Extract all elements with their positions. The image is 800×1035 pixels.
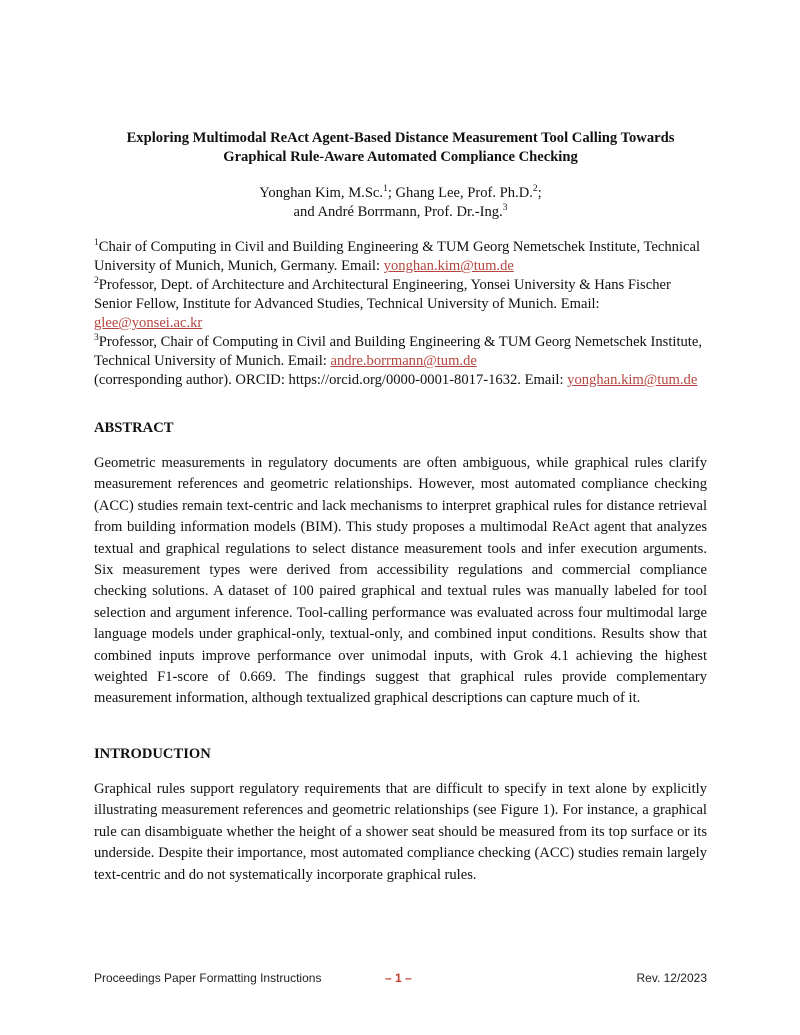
author-2-sup: 2 <box>532 184 538 195</box>
email-link-borrmann[interactable]: andre.borrmann@tum.de <box>330 353 477 369</box>
author-2-tail: ; <box>537 185 542 201</box>
abstract-heading: ABSTRACT <box>94 420 174 436</box>
author-3: and André Borrmann, Prof. Dr.-Ing. <box>293 204 503 220</box>
introduction-text: Graphical rules support regulatory requirements that are difficult to specify in text alone by explicitly illustrating measurement references and geometric relationships (see Figure 1). For instance, a graphical rule can disambiguate whether the height of a shower seat should be measured from its top surface or its underside. Despite their importance, most automated compliance checking (ACC) studies remain largely text-centric and do not systematically incorporate graphical rules. <box>94 781 707 883</box>
affiliation-3-text-2: (corresponding author). ORCID: https://orcid.org/0000-0001-8017-1632. Email: <box>94 372 568 388</box>
affiliation-1-sup: 1 <box>94 238 99 249</box>
introduction-heading: INTRODUCTION <box>94 746 211 762</box>
author-line-1 <box>94 184 707 203</box>
affiliation-1-text: Chair of Computing in Civil and Building Engineering & TUM Georg Nemetschek Institute, Technical University of Munich, Munich, Germany. Email: <box>94 239 701 274</box>
author-1-sup: 1 <box>383 184 388 195</box>
affiliation-1 <box>94 238 707 276</box>
affiliations <box>94 238 707 390</box>
paper-title <box>94 129 707 167</box>
page-number: – 1 – <box>385 971 412 985</box>
author-3-sup: 3 <box>502 203 508 214</box>
email-link-kim-2[interactable]: yonghan.kim@tum.de <box>567 372 698 388</box>
title-line-1: Exploring Multimodal ReAct Agent-Based Distance Measurement Tool Calling Towards <box>126 130 675 146</box>
affiliation-3 <box>94 333 707 390</box>
email-link-lee[interactable]: glee@yonsei.ac.kr <box>94 315 203 331</box>
author-1: Yonghan Kim, M.Sc. <box>259 185 384 201</box>
abstract-text: Geometric measurements in regulatory documents are often ambiguous, while graphical rules clarify measurement references and geometric relationships. However, most automated compliance checking (ACC) studies remain text-centric and lack mechanisms to interpret graphical rules for distance retrieval from building information models (BIM). This study proposes a multimodal ReAct agent that analyzes textual and graphical regulations to select distance measurement tools and infer execution arguments. Six measurement types were derived from accessibility regulations and commercial compliance checking solutions. A dataset of 100 paired graphical and textual rules was manually labeled for tool selection and argument inference. Tool-calling performance was evaluated across four multimodal large language models under graphical-only, textual-only, and combined input conditions. Results show that combined inputs improve performance over unimodal inputs, with Grok 4.1 achieving the highest weighted F1-score of 0.669. The findings suggest that graphical rules provide complementary measurement information, although textualized graphical descriptions can capture much of it. <box>94 455 707 707</box>
footer-left: Proceedings Paper Formatting Instructions <box>94 971 322 985</box>
author-2: ; Ghang Lee, Prof. Ph.D. <box>387 185 533 201</box>
affiliation-2-text: Professor, Dept. of Architecture and Architectural Engineering, Yonsei University & Hans Fischer Senior Fellow, Institute for Advanced Studies, Technical University of Munich. Email: <box>94 277 671 312</box>
page-footer <box>94 971 707 989</box>
email-link-kim[interactable]: yonghan.kim@tum.de <box>383 258 514 274</box>
affiliation-2 <box>94 276 707 333</box>
affiliation-2-sup: 2 <box>94 276 99 287</box>
title-line-2: Graphical Rule-Aware Automated Compliance Checking <box>223 149 578 165</box>
author-line-2 <box>94 203 707 222</box>
affiliation-3-text: Professor, Chair of Computing in Civil and Building Engineering & TUM Georg Nemetschek Institute, Technical University of Munich. Email: <box>94 334 702 369</box>
author-list <box>94 184 707 222</box>
footer-revision: Rev. 12/2023 <box>636 971 707 985</box>
affiliation-3-sup: 3 <box>94 333 99 344</box>
